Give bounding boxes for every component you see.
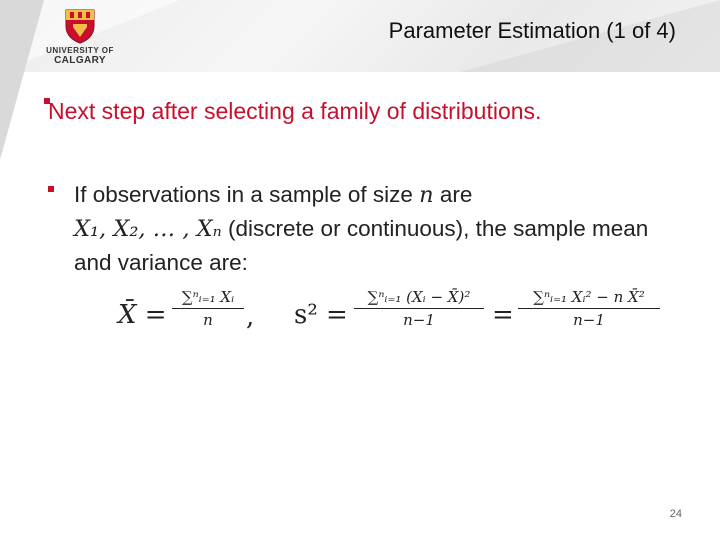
variance-fraction-2: [518, 288, 660, 329]
mean-fraction: [172, 288, 244, 329]
formula-equals: =: [492, 300, 514, 330]
mean-denominator: n: [203, 311, 213, 329]
page-number: 24: [669, 508, 682, 520]
left-decoration-band: [0, 0, 44, 160]
crest-icon: [64, 8, 96, 44]
math-variables: X₁, X₂, … , Xₙ: [74, 216, 222, 242]
formula-comma: ,: [246, 302, 255, 332]
bullet-2-part1: If observations in a sample of size: [74, 182, 420, 207]
fraction-bar: [518, 308, 660, 309]
sample-statistics-formula: [118, 286, 678, 356]
variance-lhs: s² =: [294, 300, 348, 330]
variance-denominator-1: n−1: [403, 311, 435, 329]
mean-lhs: X̄ =: [118, 300, 167, 330]
bullet-2-text: [74, 178, 674, 279]
logo-text-line2: CALGARY: [54, 55, 106, 66]
fraction-bar: [354, 308, 484, 309]
bullet-2-part3: (discrete or continuous), the sample mean and variance are:: [74, 216, 649, 275]
bullet-1-text: Next step after selecting a family of distributions.: [48, 98, 542, 124]
bullet-marker: [48, 186, 54, 192]
logo-text-line1: UNIVERSITY OF: [46, 46, 114, 55]
bullet-2-part2: are: [433, 182, 473, 207]
variance-fraction-1: [354, 288, 484, 329]
mean-numerator: ∑ⁿᵢ₌₁ Xᵢ: [181, 288, 235, 306]
math-n: n: [419, 182, 434, 208]
university-logo: [44, 8, 116, 64]
slide-title: Parameter Estimation (1 of 4): [388, 18, 676, 43]
fraction-bar: [172, 308, 244, 309]
variance-denominator-2: n−1: [573, 311, 605, 329]
variance-numerator-1: ∑ⁿᵢ₌₁ (Xᵢ − X̄)²: [367, 288, 471, 306]
variance-numerator-2: ∑ⁿᵢ₌₁ Xᵢ² − n X̄²: [533, 288, 645, 306]
